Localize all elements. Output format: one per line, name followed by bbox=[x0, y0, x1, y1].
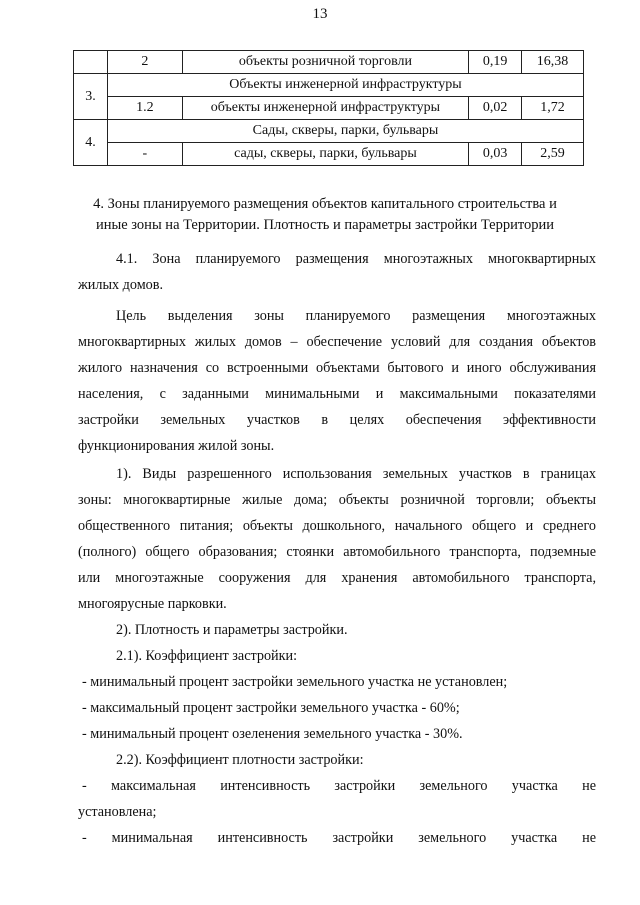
table-row bbox=[74, 120, 584, 143]
purpose-line: функционирования жилой зоны. bbox=[78, 438, 275, 454]
area-value-cell: 0,19 bbox=[469, 51, 522, 74]
percent-value-cell: 1,72 bbox=[522, 97, 584, 120]
purpose-line: населения, с заданными минимальными и максимальными показателями bbox=[78, 386, 596, 402]
coefficient-item: - минимальный процент застройки земельного участка не установлен; bbox=[82, 674, 508, 690]
heading-line: 4. Зоны планируемого размещения объектов капитального строительства и bbox=[93, 196, 557, 212]
percent-value-cell: 16,38 bbox=[522, 51, 584, 74]
table-row bbox=[74, 74, 584, 97]
group-header-cell: Объекты инженерной инфраструктуры bbox=[107, 74, 583, 97]
page-number: 13 bbox=[312, 6, 328, 22]
density-coefficient-title: 2.2). Коэффициент плотности застройки: bbox=[116, 752, 364, 768]
object-name-cell: объекты инженерной инфраструктуры bbox=[182, 97, 468, 120]
object-name-cell: сады, скверы, парки, бульвары bbox=[182, 143, 468, 166]
table-row bbox=[74, 143, 584, 166]
purpose-line: Цель выделения зоны планируемого размещения многоэтажных bbox=[116, 308, 596, 324]
group-header-cell: Сады, скверы, парки, бульвары bbox=[107, 120, 583, 143]
max-intensity-line: установлена; bbox=[78, 804, 157, 820]
object-name-cell: объекты розничной торговли bbox=[182, 51, 468, 74]
sub-number-cell: - bbox=[107, 143, 182, 166]
area-value-cell: 0,03 bbox=[469, 143, 522, 166]
row-number-cell bbox=[74, 51, 108, 74]
section-heading bbox=[60, 194, 590, 236]
uses-line: 1). Виды разрешенного использования земельных участков в границах bbox=[116, 466, 596, 482]
table-row bbox=[74, 97, 584, 120]
table-row bbox=[74, 51, 584, 74]
uses-line: многоярусные парковки. bbox=[78, 596, 227, 612]
area-value-cell: 0,02 bbox=[469, 97, 522, 120]
purpose-line: застройки земельных участков в целях обеспечения эффективности bbox=[78, 412, 596, 428]
zone-title-line: 4.1. Зона планируемого размещения многоэтажных многоквартирных bbox=[116, 251, 596, 267]
uses-line: или многоэтажные сооружения для хранения автомобильного транспорта, bbox=[78, 570, 596, 586]
coefficient-item: - максимальный процент застройки земельного участка - 60%; bbox=[82, 700, 460, 716]
sub-number-cell: 1.2 bbox=[107, 97, 182, 120]
min-intensity-line: - минимальная интенсивность застройки земельного участка не bbox=[82, 830, 596, 846]
purpose-line: жилого назначения со встроенными объектами бытового и иного обслуживания bbox=[78, 360, 596, 376]
max-intensity-line: - максимальная интенсивность застройки земельного участка не bbox=[82, 778, 596, 794]
uses-line: общественного питания; объекты дошкольного, начального общего и среднего bbox=[78, 518, 596, 534]
uses-line: (полного) общего образования; стоянки автомобильного транспорта, подземные bbox=[78, 544, 596, 560]
uses-line: зоны: многоквартирные жилые дома; объекты розничной торговли; объекты bbox=[78, 492, 596, 508]
heading-line: иные зоны на Территории. Плотность и параметры застройки Территории bbox=[95, 217, 555, 233]
group-number-cell: 3. bbox=[74, 74, 108, 120]
group-number-cell: 4. bbox=[74, 120, 108, 166]
zone-title-line: жилых домов. bbox=[78, 277, 164, 293]
purpose-line: многоквартирных жилых домов – обеспечение условий для создания объектов bbox=[78, 334, 596, 350]
coefficient-title: 2.1). Коэффициент застройки: bbox=[116, 648, 298, 664]
sub-number-cell: 2 bbox=[107, 51, 182, 74]
coefficient-item: - минимальный процент озеленения земельного участка - 30%. bbox=[82, 726, 463, 742]
percent-value-cell: 2,59 bbox=[522, 143, 584, 166]
land-use-table bbox=[73, 50, 584, 166]
density-title: 2). Плотность и параметры застройки. bbox=[116, 622, 348, 638]
